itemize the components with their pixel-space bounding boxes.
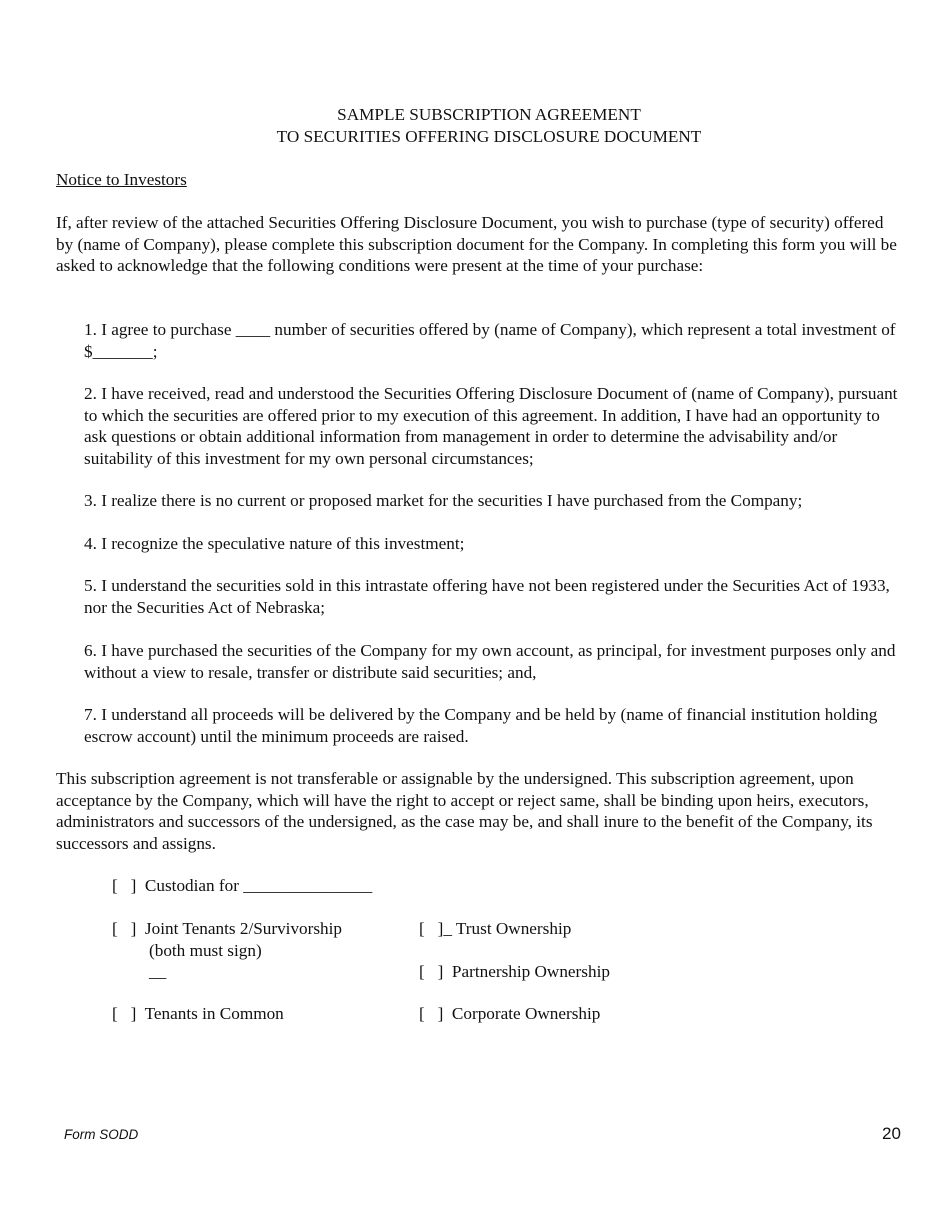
tenants-in-common-option[interactable]: [ ] Tenants in Common xyxy=(112,1004,284,1023)
joint-tenants-note: (both must sign) xyxy=(149,941,262,960)
partnership-ownership-option[interactable]: [ ] Partnership Ownership xyxy=(419,962,610,981)
condition-item-4: 4. I recognize the speculative nature of this investment; xyxy=(84,534,465,553)
notice-heading: Notice to Investors xyxy=(56,170,187,189)
document-title-line-2: TO SECURITIES OFFERING DISCLOSURE DOCUMENT xyxy=(276,127,702,146)
condition-item-3: 3. I realize there is no current or proposed market for the securities I have purchased from the Company; xyxy=(84,491,803,510)
joint-tenants-blank: __ xyxy=(149,962,167,981)
corporate-ownership-option[interactable]: [ ] Corporate Ownership xyxy=(419,1004,601,1023)
trust-ownership-option[interactable]: [ ]_ Trust Ownership xyxy=(419,919,572,938)
document-title-line-1: SAMPLE SUBSCRIPTION AGREEMENT xyxy=(337,105,641,124)
joint-tenants-option[interactable]: [ ] Joint Tenants 2/Survivorship xyxy=(112,919,343,938)
condition-item-1: 1. I agree to purchase ____ number of securities offered by (name of Company), which represent a total investment of $_______; xyxy=(84,320,896,361)
footer-form-label: Form SODD xyxy=(64,1127,139,1142)
page-number: 20 xyxy=(882,1124,901,1143)
condition-item-2: 2. I have received, read and understood the Securities Offering Disclosure Document of (name of Company), pursuant to which the securities are offered prior to my execution of this agreement. In addition, I have had an opportunity to ask questions or obtain additional information from management in order to determine the advisability and/or suitability of this investment for my own personal circumstances; xyxy=(84,384,898,468)
condition-item-5: 5. I understand the securities sold in this intrastate offering have not been registered under the Securities Act of 1933, nor the Securities Act of Nebraska; xyxy=(84,576,890,617)
custodian-option[interactable]: [ ] Custodian for _______________ xyxy=(112,876,373,895)
intro-paragraph: If, after review of the attached Securities Offering Disclosure Document, you wish to purchase (type of security) offered by (name of Company), please complete this subscription document for the Company. In completing this form you will be asked to acknowledge that the following conditions were present at the time of your purchase: xyxy=(56,213,897,275)
condition-item-6: 6. I have purchased the securities of the Company for my own account, as principal, for investment purposes only and without a view to resale, transfer or distribute said securities; and, xyxy=(84,641,896,682)
closing-paragraph: This subscription agreement is not transferable or assignable by the undersigned. This subscription agreement, upon acceptance by the Company, which will have the right to accept or reject same, shall be binding upon heirs, executors, administrators and successors of the undersigned, as the case may be, and shall inure to the benefit of the Company, its successors and assigns. xyxy=(56,769,873,853)
condition-item-7: 7. I understand all proceeds will be delivered by the Company and be held by (name of financial institution holding escrow account) until the minimum proceeds are raised. xyxy=(84,705,878,746)
